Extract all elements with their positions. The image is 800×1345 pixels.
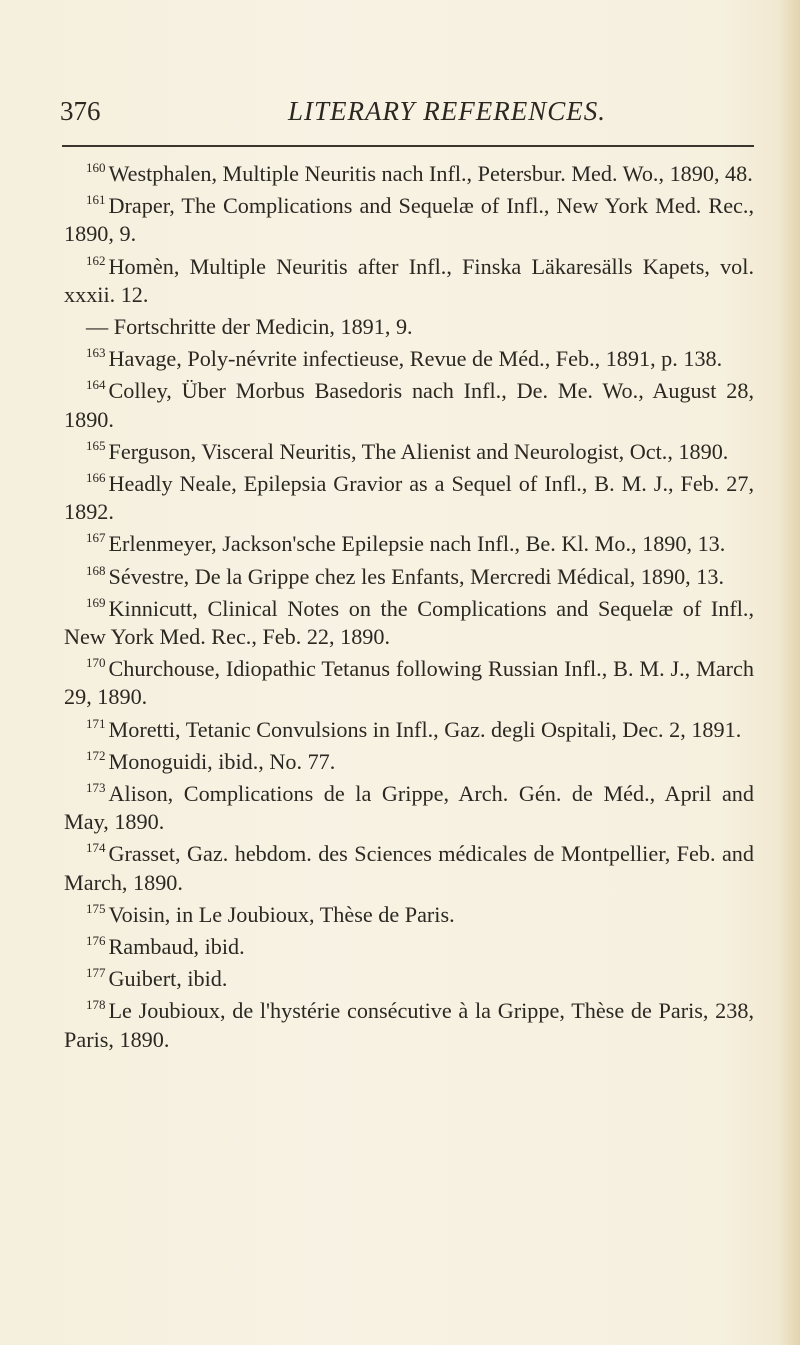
reference-item bbox=[64, 563, 754, 591]
page-header bbox=[60, 96, 750, 136]
reference-number: 177 bbox=[86, 965, 106, 981]
reference-number: 161 bbox=[86, 192, 106, 208]
reference-number: 172 bbox=[86, 747, 106, 763]
reference-number: 176 bbox=[86, 933, 106, 949]
reference-item bbox=[64, 530, 754, 558]
reference-text: Le Joubioux, de l'hystérie consécutive à la Grippe, Thèse de Paris, 238, Paris, 1890. bbox=[64, 998, 754, 1052]
reference-number: 173 bbox=[86, 780, 106, 796]
reference-text: Erlenmeyer, Jackson'sche Epilepsie nach Infl., Be. Kl. Mo., 1890, 13. bbox=[108, 531, 726, 557]
reference-number: 166 bbox=[86, 470, 106, 486]
reference-number: 170 bbox=[86, 655, 106, 671]
reference-item bbox=[64, 438, 754, 466]
running-title: LITERARY REFERENCES. bbox=[288, 96, 606, 126]
reference-number: 169 bbox=[86, 594, 106, 610]
reference-item bbox=[64, 253, 754, 309]
reference-text: Guibert, ibid. bbox=[108, 966, 228, 992]
reference-number: 160 bbox=[86, 160, 106, 175]
reference-item bbox=[64, 748, 754, 776]
reference-item bbox=[64, 965, 754, 993]
reference-number: 162 bbox=[86, 252, 106, 268]
reference-text: Colley, Über Morbus Basedoris nach Infl., De. Me. Wo., August 28, 1890. bbox=[64, 378, 754, 432]
reference-item bbox=[64, 595, 754, 651]
header-rule bbox=[62, 145, 754, 147]
reference-item bbox=[64, 377, 754, 433]
reference-text: Havage, Poly-névrite infectieuse, Revue de Méd., Feb., 1891, p. 138. bbox=[108, 346, 723, 372]
reference-item bbox=[64, 901, 754, 929]
reference-item bbox=[64, 192, 754, 248]
reference-text: Kinnicutt, Clinical Notes on the Complications and Sequelæ of Infl., New York Med. Rec., Feb. 22, 1890. bbox=[64, 595, 754, 650]
reference-text: Churchouse, Idiopathic Tetanus following Russian Infl., B. M. J., March 29, 1890. bbox=[64, 656, 754, 710]
reference-number: 167 bbox=[86, 530, 106, 546]
reference-text: Moretti, Tetanic Convulsions in Infl., Gaz. degli Ospitali, Dec. 2, 1891. bbox=[108, 716, 742, 742]
reference-text: Homèn, Multiple Neuritis after Infl., Finska Läkaresälls Kapets, vol. xxxii. 12. bbox=[64, 253, 754, 307]
reference-number: 168 bbox=[86, 562, 106, 578]
reference-text: Draper, The Complications and Sequelæ of Infl., New York Med. Rec., 1890, 9. bbox=[64, 193, 754, 247]
reference-number: 163 bbox=[86, 345, 106, 361]
reference-item bbox=[64, 780, 754, 836]
reference-text: Voisin, in Le Joubioux, Thèse de Paris. bbox=[108, 901, 455, 927]
reference-text: Alison, Complications de la Grippe, Arch. Gén. de Méd., April and May, 1890. bbox=[64, 781, 754, 835]
page-edge-shadow bbox=[778, 0, 800, 1345]
reference-item bbox=[64, 345, 754, 373]
reference-item bbox=[64, 716, 754, 744]
reference-item bbox=[64, 313, 754, 341]
reference-list bbox=[64, 160, 754, 1058]
reference-text: Westphalen, Multiple Neuritis nach Infl., Petersbur. Med. Wo., 1890, 48. bbox=[108, 161, 753, 186]
reference-text: Headly Neale, Epilepsia Gravior as a Sequel of Infl., B. M. J., Feb. 27, 1892. bbox=[64, 471, 754, 525]
reference-number: 178 bbox=[86, 997, 106, 1013]
reference-item bbox=[64, 997, 754, 1053]
reference-text: Ferguson, Visceral Neuritis, The Alienist and Neurologist, Oct., 1890. bbox=[108, 438, 729, 464]
reference-number: 165 bbox=[86, 437, 106, 453]
reference-text: Rambaud, ibid. bbox=[108, 934, 245, 960]
reference-text: Sévestre, De la Grippe chez les Enfants, Mercredi Médical, 1890, 13. bbox=[108, 563, 724, 589]
reference-item bbox=[64, 840, 754, 896]
reference-text: — Fortschritte der Medicin, 1891, 9. bbox=[86, 314, 413, 340]
reference-number: 174 bbox=[86, 840, 106, 856]
reference-text: Monoguidi, ibid., No. 77. bbox=[108, 748, 336, 774]
reference-number: 175 bbox=[86, 900, 106, 916]
reference-number: 164 bbox=[86, 377, 106, 393]
reference-number: 171 bbox=[86, 715, 106, 731]
reference-item bbox=[64, 933, 754, 961]
reference-text: Grasset, Gaz. hebdom. des Sciences médicales de Montpellier, Feb. and March, 1890. bbox=[64, 841, 754, 895]
page-number: 376 bbox=[60, 96, 101, 126]
reference-item bbox=[64, 470, 754, 526]
reference-item bbox=[64, 655, 754, 711]
reference-item bbox=[64, 160, 754, 188]
